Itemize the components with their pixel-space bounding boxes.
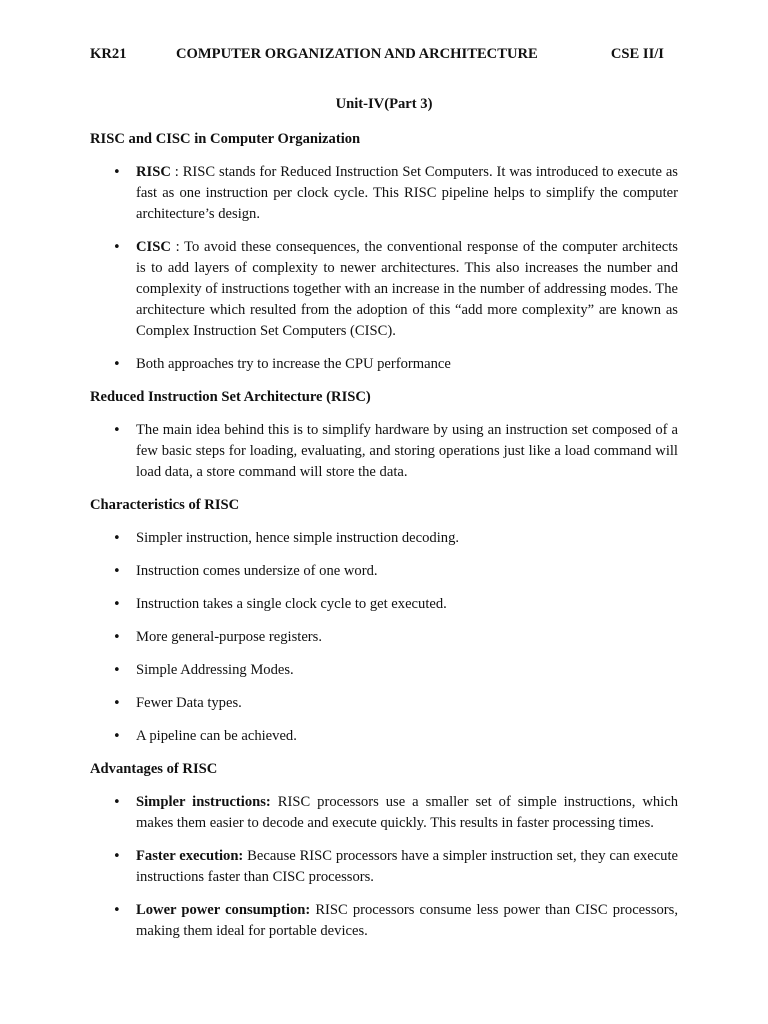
list-item bbox=[90, 237, 678, 342]
item-text: The main idea behind this is to simplify hardware by using an instruction set composed of a few basic steps for loading, evaluating, and storing operations just like a load command will load data, a store command will store the data. bbox=[136, 422, 678, 480]
page-header bbox=[90, 46, 664, 66]
header-course-title: COMPUTER ORGANIZATION AND ARCHITECTURE bbox=[176, 46, 538, 62]
item-separator: : bbox=[170, 239, 185, 255]
list-item bbox=[90, 660, 678, 681]
list-item bbox=[90, 594, 678, 615]
item-text: Because RISC processors have a simpler instruction set, they can execute instructions faster than CISC processors. bbox=[136, 848, 678, 885]
item-separator bbox=[271, 794, 278, 810]
bullet-icon: • bbox=[113, 663, 121, 678]
item-text: Simpler instruction, hence simple instruction decoding. bbox=[136, 530, 460, 546]
item-text: Both approaches try to increase the CPU performance bbox=[136, 356, 451, 372]
bullet-icon: • bbox=[113, 564, 121, 579]
list-item bbox=[90, 162, 678, 225]
item-separator: : bbox=[170, 164, 183, 180]
item-text: Instruction takes a single clock cycle to get executed. bbox=[136, 596, 447, 612]
list-item bbox=[90, 846, 678, 888]
document-body bbox=[90, 129, 678, 954]
item-text: To avoid these consequences, the conventional response of the computer architects is to add layers of complexity to newer architectures. This also increases the number and complexity of instructions together with an increase in the number of addressing modes. The architecture which resulted from the adoption of this “add more complexity” are known as Complex Instruction Set Computers (CISC). bbox=[136, 239, 678, 339]
item-text: Fewer Data types. bbox=[136, 695, 242, 711]
bullet-list bbox=[90, 528, 678, 747]
list-item bbox=[90, 900, 678, 942]
item-term: Simpler instructions: bbox=[136, 794, 271, 810]
bullet-icon: • bbox=[113, 531, 121, 546]
bullet-icon: • bbox=[113, 630, 121, 645]
bullet-icon: • bbox=[113, 423, 121, 438]
item-text: Simple Addressing Modes. bbox=[136, 662, 294, 678]
bullet-icon: • bbox=[113, 903, 121, 918]
item-term: Faster execution: bbox=[136, 848, 244, 864]
list-item bbox=[90, 561, 678, 582]
bullet-icon: • bbox=[113, 165, 121, 180]
bullet-icon: • bbox=[113, 795, 121, 810]
list-item bbox=[90, 627, 678, 648]
item-text: RISC processors consume less power than CISC processors, making them ideal for portable devices. bbox=[136, 902, 678, 939]
list-item bbox=[90, 420, 678, 483]
item-text: RISC processors use a smaller set of simple instructions, which makes them easier to decode and execute quickly. This results in faster processing times. bbox=[136, 794, 678, 831]
bullet-icon: • bbox=[113, 849, 121, 864]
list-item bbox=[90, 528, 678, 549]
section-heading: RISC and CISC in Computer Organization bbox=[90, 131, 361, 147]
list-item bbox=[90, 792, 678, 834]
bullet-icon: • bbox=[113, 696, 121, 711]
item-term: Lower power consumption: bbox=[136, 902, 311, 918]
item-text: RISC stands for Reduced Instruction Set Computers. It was introduced to execute as fast as one instruction per clock cycle. This RISC pipeline helps to simplify the computer architecture’s design. bbox=[136, 164, 678, 222]
list-item bbox=[90, 354, 678, 375]
header-class: CSE II/I bbox=[610, 46, 664, 62]
list-item bbox=[90, 693, 678, 714]
bullet-list bbox=[90, 792, 678, 942]
bullet-icon: • bbox=[113, 597, 121, 612]
list-item bbox=[90, 726, 678, 747]
bullet-icon: • bbox=[113, 729, 121, 744]
bullet-list bbox=[90, 162, 678, 375]
section-heading: Reduced Instruction Set Architecture (RISC) bbox=[90, 389, 371, 405]
section-heading: Advantages of RISC bbox=[90, 761, 218, 777]
unit-title: Unit-IV(Part 3) bbox=[335, 96, 433, 112]
bullet-list bbox=[90, 420, 678, 483]
item-text: Instruction comes undersize of one word. bbox=[136, 563, 378, 579]
item-text: A pipeline can be achieved. bbox=[136, 728, 297, 744]
bullet-icon: • bbox=[113, 357, 121, 372]
item-term: CISC bbox=[136, 239, 171, 255]
item-text: More general-purpose registers. bbox=[136, 629, 322, 645]
header-course-code: KR21 bbox=[90, 46, 127, 62]
section-heading: Characteristics of RISC bbox=[90, 497, 240, 513]
bullet-icon: • bbox=[113, 240, 121, 255]
item-term: RISC bbox=[136, 164, 171, 180]
